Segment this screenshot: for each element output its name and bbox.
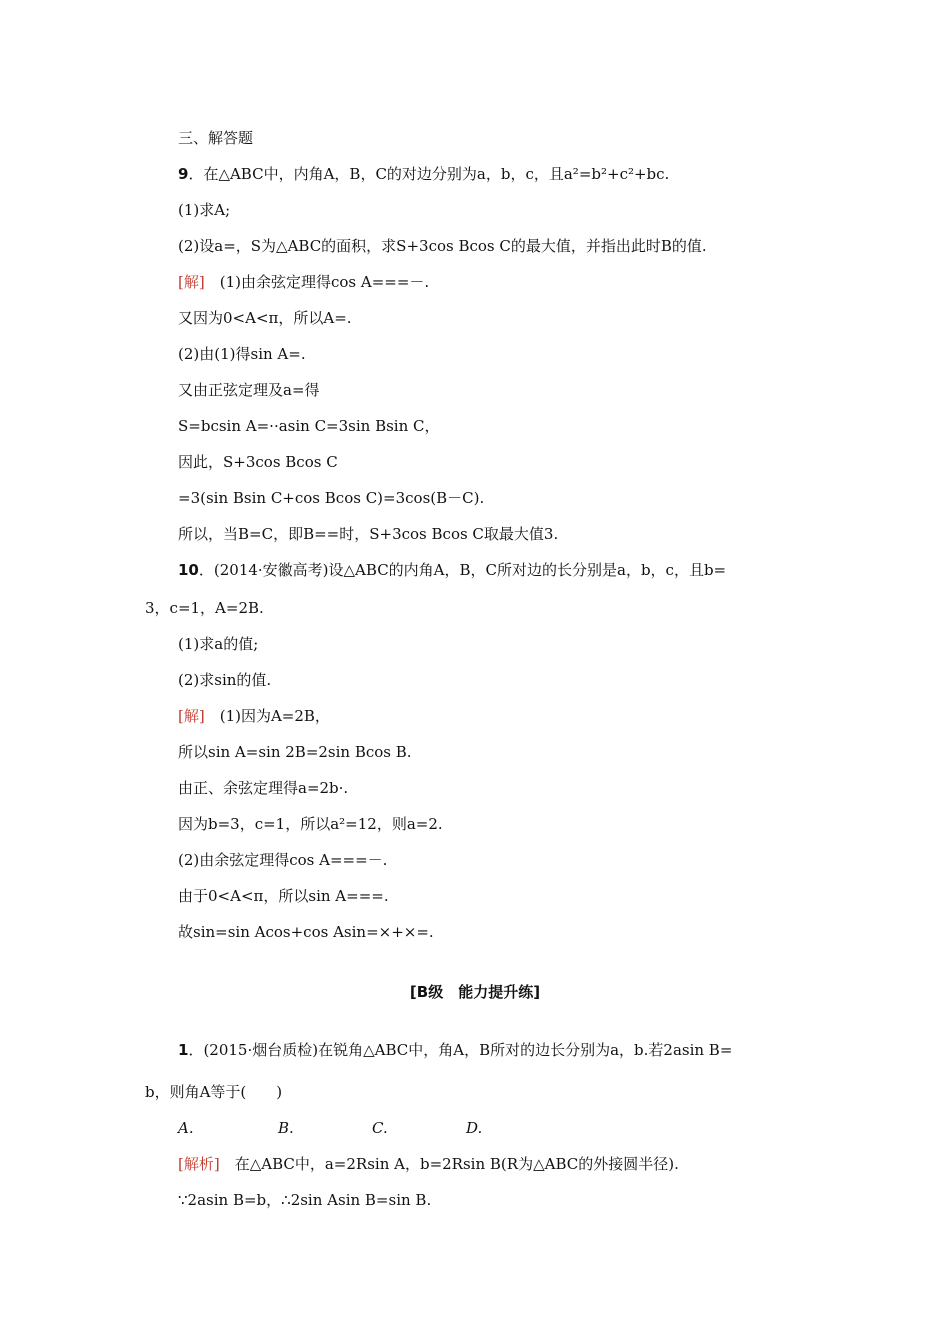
question-9-solution-2: 又因为0<A<π，所以A=. <box>178 309 352 327</box>
question-9-solution-5: S=bcsin A=··asin C=3sin Bsin C， <box>178 417 440 435</box>
question-10-solution-2: 所以sin A=sin 2B=2sin Bcos B. <box>178 743 412 761</box>
question-10-stem-cont: 3，c=1，A=2B. <box>145 599 264 617</box>
option-b: B. <box>278 1119 294 1137</box>
question-text: ．在△ABC中，内角A，B，C的对边分别为a，b，c，且a²=b²+c²+bc. <box>188 165 670 183</box>
question-text: ．(2014·安徽高考)设△ABC的内角A，B，C所对边的长分别是a，b，c，且b= <box>198 561 727 579</box>
question-9-solution-7: =3(sin Bsin C+cos Bcos C)=3cos(B－C). <box>178 489 485 507</box>
b1-solution-2: ∵2asin B=b，∴2sin Asin B=sin B. <box>178 1191 432 1209</box>
question-10-part-1: (1)求a的值; <box>178 635 259 653</box>
solution-text: (1)由余弦定理得cos A===－. <box>204 273 430 291</box>
option-d: D. <box>466 1119 483 1137</box>
solution-tag: [解] <box>178 273 205 291</box>
question-number: 9 <box>178 165 189 183</box>
question-9-solution-3: (2)由(1)得sin A=. <box>178 345 306 363</box>
question-10-part-2: (2)求sin的值. <box>178 671 272 689</box>
b1-stem-cont: b，则角A等于( ) <box>145 1083 283 1101</box>
question-number: 1 <box>178 1041 189 1059</box>
question-10-stem <box>178 560 726 580</box>
question-9-part-2: (2)设a=，S为△ABC的面积，求S+3cos Bcos C的最大值，并指出此时B的值. <box>178 237 707 255</box>
b1-stem <box>178 1040 732 1060</box>
question-number: 10 <box>178 561 199 579</box>
question-10-solution-7: 故sin=sin Acos+cos Asin=×+×=. <box>178 923 434 941</box>
solution-tag: [解析] <box>178 1155 220 1173</box>
question-9-solution-1 <box>178 272 429 292</box>
question-10-solution-1 <box>178 706 330 726</box>
b1-solution-1 <box>178 1154 679 1174</box>
question-10-solution-6: 由于0<A<π，所以sin A===. <box>178 887 389 905</box>
question-10-solution-5: (2)由余弦定理得cos A===－. <box>178 851 388 869</box>
question-9-solution-6: 因此，S+3cos Bcos C <box>178 453 338 471</box>
solution-tag: [解] <box>178 707 205 725</box>
question-10-solution-4: 因为b=3，c=1，所以a²=12，则a=2. <box>178 815 443 833</box>
question-9-solution-8: 所以，当B=C，即B==时，S+3cos Bcos C取最大值3. <box>178 525 559 543</box>
section-title: 三、解答题 <box>178 129 254 147</box>
solution-text: (1)因为A=2B， <box>204 707 330 725</box>
option-a: A. <box>178 1119 194 1137</box>
question-10-solution-3: 由正、余弦定理得a=2b·. <box>178 779 349 797</box>
b1-options <box>178 1118 482 1138</box>
question-9-part-1: (1)求A; <box>178 201 231 219</box>
option-c: C. <box>372 1119 388 1137</box>
solution-text: 在△ABC中，a=2Rsin A，b=2Rsin B(R为△ABC的外接圆半径). <box>219 1155 679 1173</box>
level-b-title: [B级 能力提升练] <box>409 983 541 1001</box>
question-9-solution-4: 又由正弦定理及a=得 <box>178 381 320 399</box>
question-9-stem <box>178 164 669 184</box>
question-text: ．(2015·烟台质检)在锐角△ABC中，角A，B所对的边长分别为a，b.若2asin B= <box>188 1041 733 1059</box>
